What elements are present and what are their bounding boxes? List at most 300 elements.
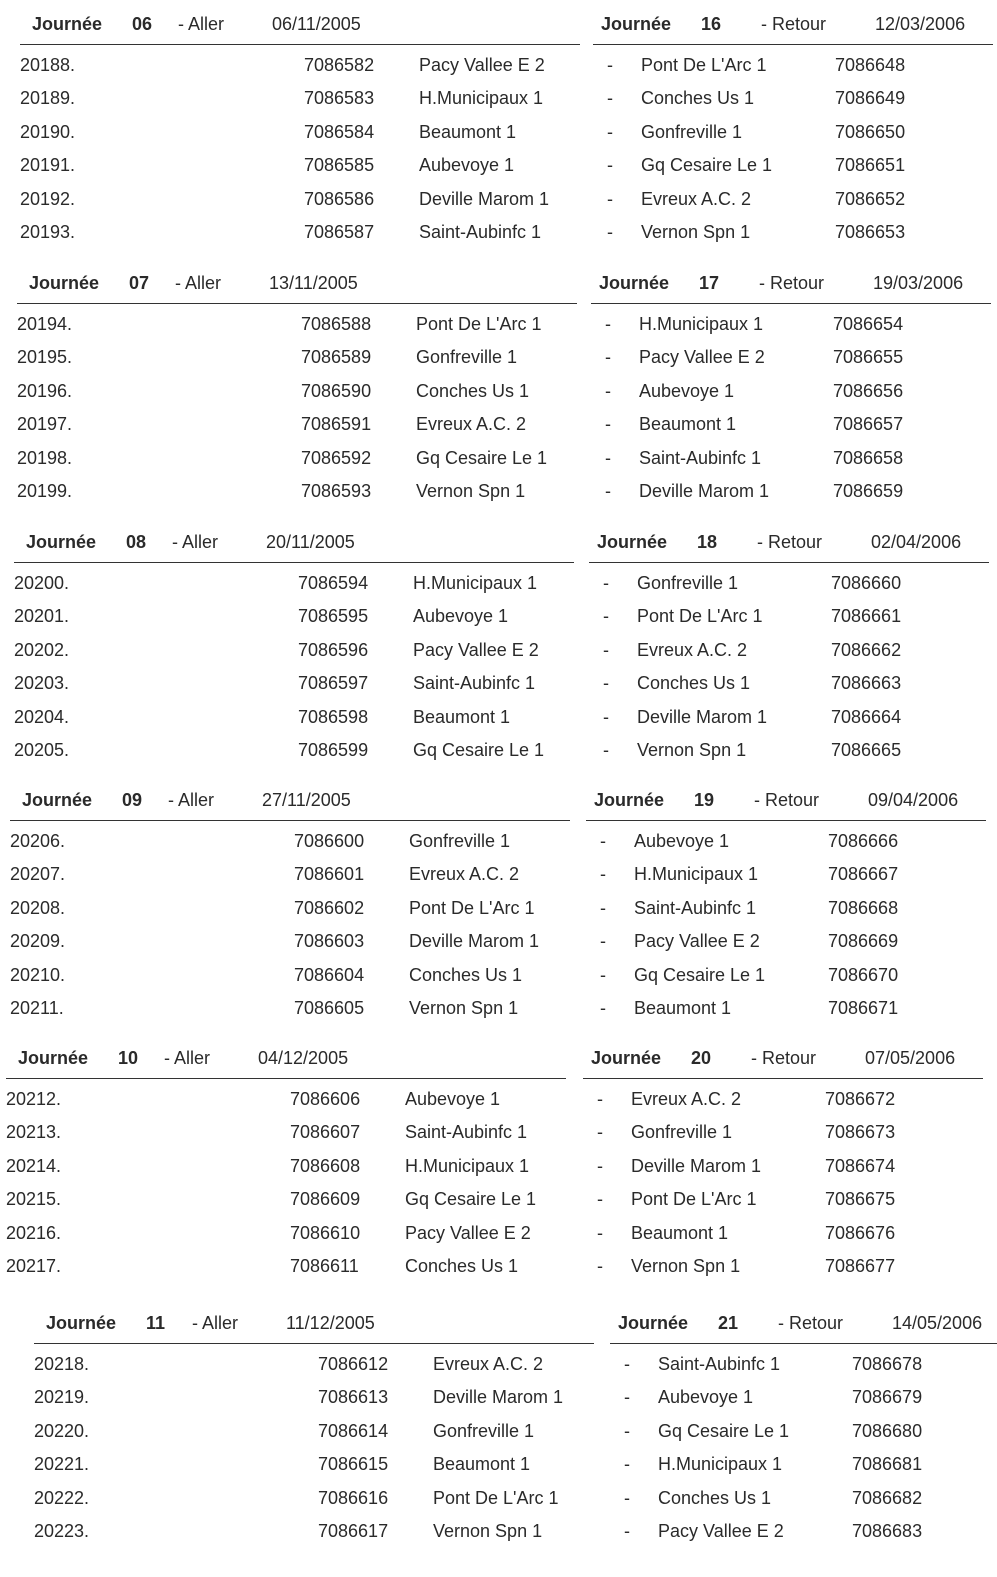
journee-header [589, 532, 989, 563]
match-id: 20207. [10, 864, 66, 885]
match-code: 7086660 [831, 573, 902, 593]
match-code: 7086669 [828, 931, 899, 952]
team-name: Deville Marom 1 [433, 1387, 564, 1408]
dash-separator: - [624, 1354, 630, 1374]
journee-date: 27/11/2005 [262, 790, 351, 810]
journee-direction: - Retour [757, 532, 823, 552]
match-code: 7086675 [825, 1189, 896, 1210]
dash-separator: - [603, 573, 609, 593]
team-name: Conches Us 1 [658, 1487, 772, 1508]
journee-direction: - Aller [172, 532, 219, 552]
match-id: 20218. [34, 1354, 90, 1374]
match-code: 7086605 [294, 997, 365, 1018]
match-id: 20219. [34, 1387, 90, 1408]
match-row [583, 1250, 983, 1283]
journee-date: 09/04/2006 [868, 790, 959, 810]
journee-direction: - Aller [178, 14, 225, 34]
match-code: 7086609 [290, 1189, 361, 1210]
team-name: Gq Cesaire Le 1 [641, 155, 773, 176]
match-row [583, 1083, 983, 1116]
match-code: 7086652 [835, 188, 906, 209]
aller-block [20, 14, 580, 249]
match-id: 20193. [20, 221, 76, 242]
journee-number: 19 [694, 790, 715, 810]
match-id: 20223. [34, 1520, 90, 1541]
match-row [591, 442, 991, 475]
match-row [10, 959, 570, 992]
aller-block [34, 1313, 594, 1548]
team-name: Gonfreville 1 [433, 1420, 535, 1441]
journee-direction: - Retour [761, 14, 827, 34]
team-name: Deville Marom 1 [631, 1155, 762, 1176]
team-name: Deville Marom 1 [639, 480, 770, 501]
team-name: Gonfreville 1 [637, 573, 739, 593]
match-code: 7086591 [301, 414, 372, 435]
journee-date: 14/05/2006 [892, 1313, 983, 1333]
match-id: 20191. [20, 155, 76, 176]
match-code: 7086658 [833, 447, 904, 468]
journee-label: Journée [29, 273, 100, 293]
match-code: 7086663 [831, 673, 902, 694]
match-row [610, 1348, 997, 1381]
match-row [6, 1150, 566, 1183]
journee-direction: - Retour [754, 790, 820, 810]
team-name: Saint-Aubinfc 1 [405, 1122, 528, 1143]
journee-header [6, 1048, 566, 1079]
match-row [20, 149, 580, 182]
dash-separator: - [603, 606, 609, 627]
team-name: Beaumont 1 [433, 1454, 531, 1475]
match-code: 7086606 [290, 1089, 361, 1109]
team-name: Gq Cesaire Le 1 [634, 964, 766, 985]
journee-date: 02/04/2006 [871, 532, 962, 552]
match-row [10, 992, 570, 1025]
match-code: 7086678 [852, 1354, 923, 1374]
dash-separator: - [605, 447, 611, 468]
match-code: 7086610 [290, 1222, 361, 1243]
journee-label: Journée [22, 790, 93, 810]
team-name: Vernon Spn 1 [637, 739, 747, 760]
dash-separator: - [624, 1420, 630, 1441]
match-row [20, 82, 580, 115]
match-list [593, 49, 993, 249]
team-name: Saint-Aubinfc 1 [658, 1354, 781, 1374]
match-row [14, 734, 574, 767]
journee-label: Journée [591, 1048, 662, 1068]
match-code: 7086682 [852, 1487, 923, 1508]
match-row [610, 1448, 997, 1481]
journee-direction: - Retour [778, 1313, 844, 1333]
match-code: 7086587 [304, 221, 375, 242]
match-row [610, 1415, 997, 1448]
journee-date: 20/11/2005 [266, 532, 355, 552]
match-code: 7086648 [835, 55, 906, 75]
match-code: 7086594 [298, 573, 369, 593]
match-row [6, 1083, 566, 1116]
match-row [593, 49, 993, 82]
match-row [14, 567, 574, 600]
match-code: 7086597 [298, 673, 369, 694]
match-row [586, 892, 986, 925]
dash-separator: - [624, 1520, 630, 1541]
dash-separator: - [607, 188, 613, 209]
match-code: 7086680 [852, 1420, 923, 1441]
team-name: Aubevoye 1 [419, 155, 515, 176]
match-id: 20206. [10, 831, 66, 851]
match-code: 7086611 [290, 1255, 359, 1276]
match-id: 20194. [17, 314, 73, 334]
journee-direction: - Aller [164, 1048, 211, 1068]
dash-separator: - [603, 739, 609, 760]
team-name: Gq Cesaire Le 1 [658, 1420, 790, 1441]
match-code: 7086681 [852, 1454, 923, 1475]
journee-date: 06/11/2005 [272, 14, 361, 34]
dash-separator: - [603, 639, 609, 660]
match-row [14, 667, 574, 700]
match-row [589, 734, 989, 767]
team-name: Saint-Aubinfc 1 [634, 897, 757, 918]
match-id: 20196. [17, 380, 73, 401]
team-name: Conches Us 1 [641, 88, 755, 109]
team-name: H.Municipaux 1 [658, 1454, 783, 1475]
match-code: 7086670 [828, 964, 899, 985]
match-row [589, 634, 989, 667]
match-code: 7086596 [298, 639, 369, 660]
dash-separator: - [600, 997, 606, 1018]
team-name: Saint-Aubinfc 1 [639, 447, 762, 468]
match-code: 7086659 [833, 480, 904, 501]
aller-block [10, 790, 570, 1025]
match-list [20, 49, 580, 249]
team-name: Pont De L'Arc 1 [409, 897, 535, 918]
match-code: 7086683 [852, 1520, 923, 1541]
journee-label: Journée [26, 532, 97, 552]
journee-header [583, 1048, 983, 1079]
journee-date: 12/03/2006 [875, 14, 966, 34]
match-id: 20197. [17, 414, 73, 435]
match-code: 7086667 [828, 864, 899, 885]
match-code: 7086671 [828, 997, 899, 1018]
match-code: 7086600 [294, 831, 365, 851]
match-row [6, 1116, 566, 1149]
match-row [589, 667, 989, 700]
team-name: Beaumont 1 [419, 121, 517, 142]
match-id: 20214. [6, 1155, 62, 1176]
match-code: 7086598 [298, 706, 369, 727]
match-code: 7086676 [825, 1222, 896, 1243]
team-name: H.Municipaux 1 [639, 314, 764, 334]
match-row [586, 858, 986, 891]
match-code: 7086613 [318, 1387, 389, 1408]
journee-direction: - Retour [759, 273, 825, 293]
match-row [593, 116, 993, 149]
team-name: Gq Cesaire Le 1 [416, 447, 548, 468]
dash-separator: - [597, 1155, 603, 1176]
journee-label: Journée [601, 14, 672, 34]
match-code: 7086650 [835, 121, 906, 142]
match-code: 7086585 [304, 155, 375, 176]
journee-header [17, 273, 577, 304]
journee-label: Journée [597, 532, 668, 552]
match-id: 20190. [20, 121, 76, 142]
match-row [17, 308, 577, 341]
match-row [610, 1515, 997, 1548]
match-id: 20188. [20, 55, 76, 75]
match-row [593, 216, 993, 249]
team-name: Conches Us 1 [416, 380, 530, 401]
match-id: 20198. [17, 447, 73, 468]
team-name: Saint-Aubinfc 1 [413, 673, 536, 694]
match-code: 7086679 [852, 1387, 923, 1408]
journee-label: Journée [46, 1313, 117, 1333]
dash-separator: - [605, 347, 611, 368]
journee-number: 08 [126, 532, 147, 552]
journee-direction: - Aller [192, 1313, 239, 1333]
journee-number: 18 [697, 532, 718, 552]
team-name: Pont De L'Arc 1 [433, 1487, 559, 1508]
match-id: 20205. [14, 739, 70, 760]
match-id: 20220. [34, 1420, 90, 1441]
team-name: Aubevoye 1 [639, 380, 735, 401]
aller-block [14, 532, 574, 767]
team-name: Gonfreville 1 [641, 121, 743, 142]
match-row [14, 600, 574, 633]
match-list [610, 1348, 997, 1548]
match-row [20, 116, 580, 149]
match-code: 7086651 [835, 155, 906, 176]
dash-separator: - [605, 314, 611, 334]
team-name: Pacy Vallee E 2 [419, 55, 545, 75]
match-code: 7086616 [318, 1487, 389, 1508]
team-name: Pont De L'Arc 1 [416, 314, 542, 334]
match-row [10, 925, 570, 958]
team-name: Evreux A.C. 2 [631, 1089, 742, 1109]
dash-separator: - [597, 1189, 603, 1210]
match-id: 20204. [14, 706, 70, 727]
team-name: Evreux A.C. 2 [409, 864, 520, 885]
journee-header [34, 1313, 594, 1344]
journee-date: 11/12/2005 [286, 1313, 375, 1333]
journee-label: Journée [594, 790, 665, 810]
match-row [34, 1381, 594, 1414]
match-code: 7086661 [831, 606, 902, 627]
aller-block [17, 273, 577, 508]
match-code: 7086584 [304, 121, 375, 142]
team-name: Beaumont 1 [413, 706, 511, 727]
match-row [589, 701, 989, 734]
match-id: 20192. [20, 188, 76, 209]
match-id: 20203. [14, 673, 70, 694]
team-name: Conches Us 1 [409, 964, 523, 985]
match-code: 7086653 [835, 221, 906, 242]
dash-separator: - [607, 55, 613, 75]
match-row [583, 1183, 983, 1216]
match-list [586, 825, 986, 1025]
journee-number: 17 [699, 273, 720, 293]
match-code: 7086664 [831, 706, 902, 727]
dash-separator: - [605, 480, 611, 501]
team-name: H.Municipaux 1 [419, 88, 544, 109]
match-row [34, 1482, 594, 1515]
team-name: Conches Us 1 [637, 673, 751, 694]
match-id: 20212. [6, 1089, 62, 1109]
team-name: Aubevoye 1 [634, 831, 730, 851]
journee-number: 21 [718, 1313, 739, 1333]
match-row [10, 825, 570, 858]
match-row [591, 341, 991, 374]
match-row [14, 634, 574, 667]
team-name: Vernon Spn 1 [641, 221, 751, 242]
match-id: 20215. [6, 1189, 62, 1210]
journee-date: 13/11/2005 [269, 273, 358, 293]
match-row [591, 475, 991, 508]
match-row [593, 183, 993, 216]
match-row [34, 1448, 594, 1481]
team-name: Vernon Spn 1 [416, 480, 526, 501]
match-code: 7086674 [825, 1155, 896, 1176]
match-id: 20202. [14, 639, 70, 660]
journee-label: Journée [599, 273, 670, 293]
team-name: Evreux A.C. 2 [433, 1354, 544, 1374]
match-id: 20200. [14, 573, 70, 593]
match-row [17, 442, 577, 475]
match-code: 7086673 [825, 1122, 896, 1143]
journee-number: 09 [122, 790, 143, 810]
team-name: Gq Cesaire Le 1 [413, 739, 545, 760]
match-id: 20221. [34, 1454, 90, 1475]
team-name: Aubevoye 1 [405, 1089, 501, 1109]
match-code: 7086590 [301, 380, 372, 401]
team-name: Beaumont 1 [639, 414, 737, 435]
journee-number: 06 [132, 14, 153, 34]
retour-block [591, 273, 991, 508]
dash-separator: - [600, 831, 606, 851]
dash-separator: - [597, 1222, 603, 1243]
match-id: 20222. [34, 1487, 90, 1508]
team-name: Gonfreville 1 [631, 1122, 733, 1143]
match-code: 7086615 [318, 1454, 389, 1475]
match-row [589, 567, 989, 600]
match-code: 7086677 [825, 1255, 896, 1276]
team-name: Evreux A.C. 2 [416, 414, 527, 435]
match-row [583, 1116, 983, 1149]
dash-separator: - [603, 706, 609, 727]
match-code: 7086654 [833, 314, 904, 334]
match-row [6, 1217, 566, 1250]
match-code: 7086593 [301, 480, 372, 501]
match-code: 7086607 [290, 1122, 361, 1143]
dash-separator: - [607, 88, 613, 109]
match-row [589, 600, 989, 633]
match-row [20, 49, 580, 82]
team-name: Beaumont 1 [634, 997, 732, 1018]
journee-direction: - Aller [168, 790, 215, 810]
team-name: Beaumont 1 [631, 1222, 729, 1243]
match-id: 20211. [10, 997, 64, 1018]
match-id: 20210. [10, 964, 66, 985]
match-code: 7086583 [304, 88, 375, 109]
match-code: 7086603 [294, 931, 365, 952]
match-code: 7086672 [825, 1089, 896, 1109]
match-code: 7086599 [298, 739, 369, 760]
dash-separator: - [600, 964, 606, 985]
team-name: Deville Marom 1 [409, 931, 540, 952]
match-list [10, 825, 570, 1025]
journee-date: 07/05/2006 [865, 1048, 956, 1068]
match-id: 20199. [17, 480, 73, 501]
match-row [591, 375, 991, 408]
team-name: Vernon Spn 1 [631, 1255, 741, 1276]
match-row [17, 341, 577, 374]
match-list [589, 567, 989, 767]
dash-separator: - [605, 414, 611, 435]
retour-block [589, 532, 989, 767]
journee-date: 04/12/2005 [258, 1048, 349, 1068]
match-row [586, 992, 986, 1025]
team-name: Saint-Aubinfc 1 [419, 221, 542, 242]
team-name: Vernon Spn 1 [433, 1520, 543, 1541]
match-code: 7086655 [833, 347, 904, 368]
journee-number: 10 [118, 1048, 139, 1068]
journee-label: Journée [18, 1048, 89, 1068]
journee-header [610, 1313, 997, 1344]
journee-label: Journée [32, 14, 103, 34]
team-name: Pacy Vallee E 2 [413, 639, 539, 660]
match-code: 7086614 [318, 1420, 389, 1441]
match-list [17, 308, 577, 508]
team-name: Gonfreville 1 [416, 347, 518, 368]
dash-separator: - [597, 1255, 603, 1276]
dash-separator: - [600, 864, 606, 885]
journee-header [593, 14, 993, 45]
match-code: 7086608 [290, 1155, 361, 1176]
team-name: Evreux A.C. 2 [637, 639, 748, 660]
match-code: 7086617 [318, 1520, 389, 1541]
dash-separator: - [624, 1387, 630, 1408]
match-row [591, 308, 991, 341]
match-row [14, 701, 574, 734]
team-name: Evreux A.C. 2 [641, 188, 752, 209]
dash-separator: - [607, 221, 613, 242]
match-row [583, 1217, 983, 1250]
journee-header [10, 790, 570, 821]
dash-separator: - [607, 155, 613, 176]
team-name: Pont De L'Arc 1 [641, 55, 767, 75]
match-row [10, 892, 570, 925]
match-id: 20217. [6, 1255, 62, 1276]
match-code: 7086649 [835, 88, 906, 109]
team-name: Pacy Vallee E 2 [634, 931, 760, 952]
journee-header [14, 532, 574, 563]
team-name: Pacy Vallee E 2 [639, 347, 765, 368]
journee-direction: - Retour [751, 1048, 817, 1068]
match-code: 7086592 [301, 447, 372, 468]
match-row [586, 825, 986, 858]
team-name: H.Municipaux 1 [634, 864, 759, 885]
match-row [17, 408, 577, 441]
match-row [6, 1250, 566, 1283]
match-row [586, 925, 986, 958]
match-list [34, 1348, 594, 1548]
team-name: Aubevoye 1 [413, 606, 509, 627]
match-code: 7086586 [304, 188, 375, 209]
match-list [14, 567, 574, 767]
match-id: 20201. [14, 606, 70, 627]
match-code: 7086588 [301, 314, 372, 334]
team-name: Conches Us 1 [405, 1255, 519, 1276]
journee-date: 19/03/2006 [873, 273, 964, 293]
retour-block [583, 1048, 983, 1283]
